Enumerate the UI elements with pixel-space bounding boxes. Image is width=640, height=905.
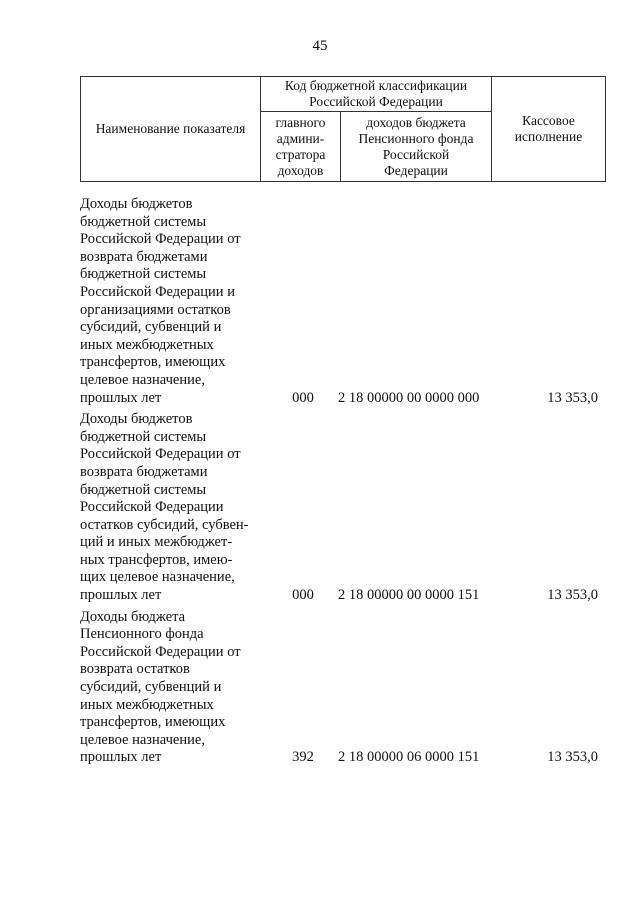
header-amount-cell	[492, 77, 605, 181]
row-name: Доходы бюджетов бюджетной системы Российской Федерации от возврата бюджетами бюджетной системы Российской Федерации и организациями остатков субсидий, субвенций и иных межбюджетных трансфертов, имеющих целевое назначение, прошлых лет	[80, 196, 241, 406]
header-admin-line: админи-	[276, 130, 325, 146]
row-amount: 13 353,0	[547, 389, 598, 406]
row-classification-code: 2 18 00000 00 0000 151	[338, 587, 480, 604]
header-admin-line: доходов	[277, 162, 324, 178]
header-admin-line: стратора	[275, 146, 326, 162]
header-admin-line: главного	[275, 114, 326, 130]
row-admin-code: 000	[292, 587, 314, 604]
header-amount-line: Кассовое	[522, 113, 575, 128]
header-amount-line: исполнение	[514, 129, 583, 144]
header-border-right	[605, 76, 606, 182]
row-classification-code: 2 18 00000 00 0000 000	[338, 389, 480, 406]
header-code-cell	[341, 112, 491, 181]
header-group-cell	[261, 77, 491, 111]
header-name-cell	[81, 77, 260, 181]
header-group-label: Код бюджетной классификации Российской Федерации	[284, 78, 468, 109]
header-code-line: Пенсионного фонда	[358, 130, 474, 146]
row-amount: 13 353,0	[547, 587, 598, 604]
table-row	[80, 196, 606, 407]
row-name: Доходы бюджетов бюджетной системы Российской Федерации от возврата бюджетами бюджетной системы Российской Федерации остатков субсидий, субвен- ций и иных межбюджет- ных трансфертов, имею- щих целевое назначение, прошлых лет	[80, 411, 249, 604]
header-code-line: Российской	[382, 146, 450, 162]
table-row	[80, 411, 606, 605]
row-admin-code: 392	[292, 749, 314, 766]
header-border-bottom	[80, 181, 606, 182]
row-classification-code: 2 18 00000 06 0000 151	[338, 749, 480, 766]
header-code-line: Федерации	[384, 162, 448, 178]
header-admin-cell	[261, 112, 340, 181]
table-row	[80, 609, 606, 767]
row-admin-code: 000	[292, 389, 314, 406]
table-body	[80, 196, 606, 767]
row-amount: 13 353,0	[547, 749, 598, 766]
table-header	[80, 76, 606, 182]
page-number: 45	[312, 38, 328, 54]
row-name: Доходы бюджета Пенсионного фонда Российской Федерации от возврата остатков субсидий, субвенций и иных межбюджетных трансфертов, имеющих целевое назначение, прошлых лет	[80, 608, 241, 766]
header-name-label: Наименование показателя	[95, 121, 246, 136]
header-code-line: доходов бюджета	[366, 114, 466, 130]
